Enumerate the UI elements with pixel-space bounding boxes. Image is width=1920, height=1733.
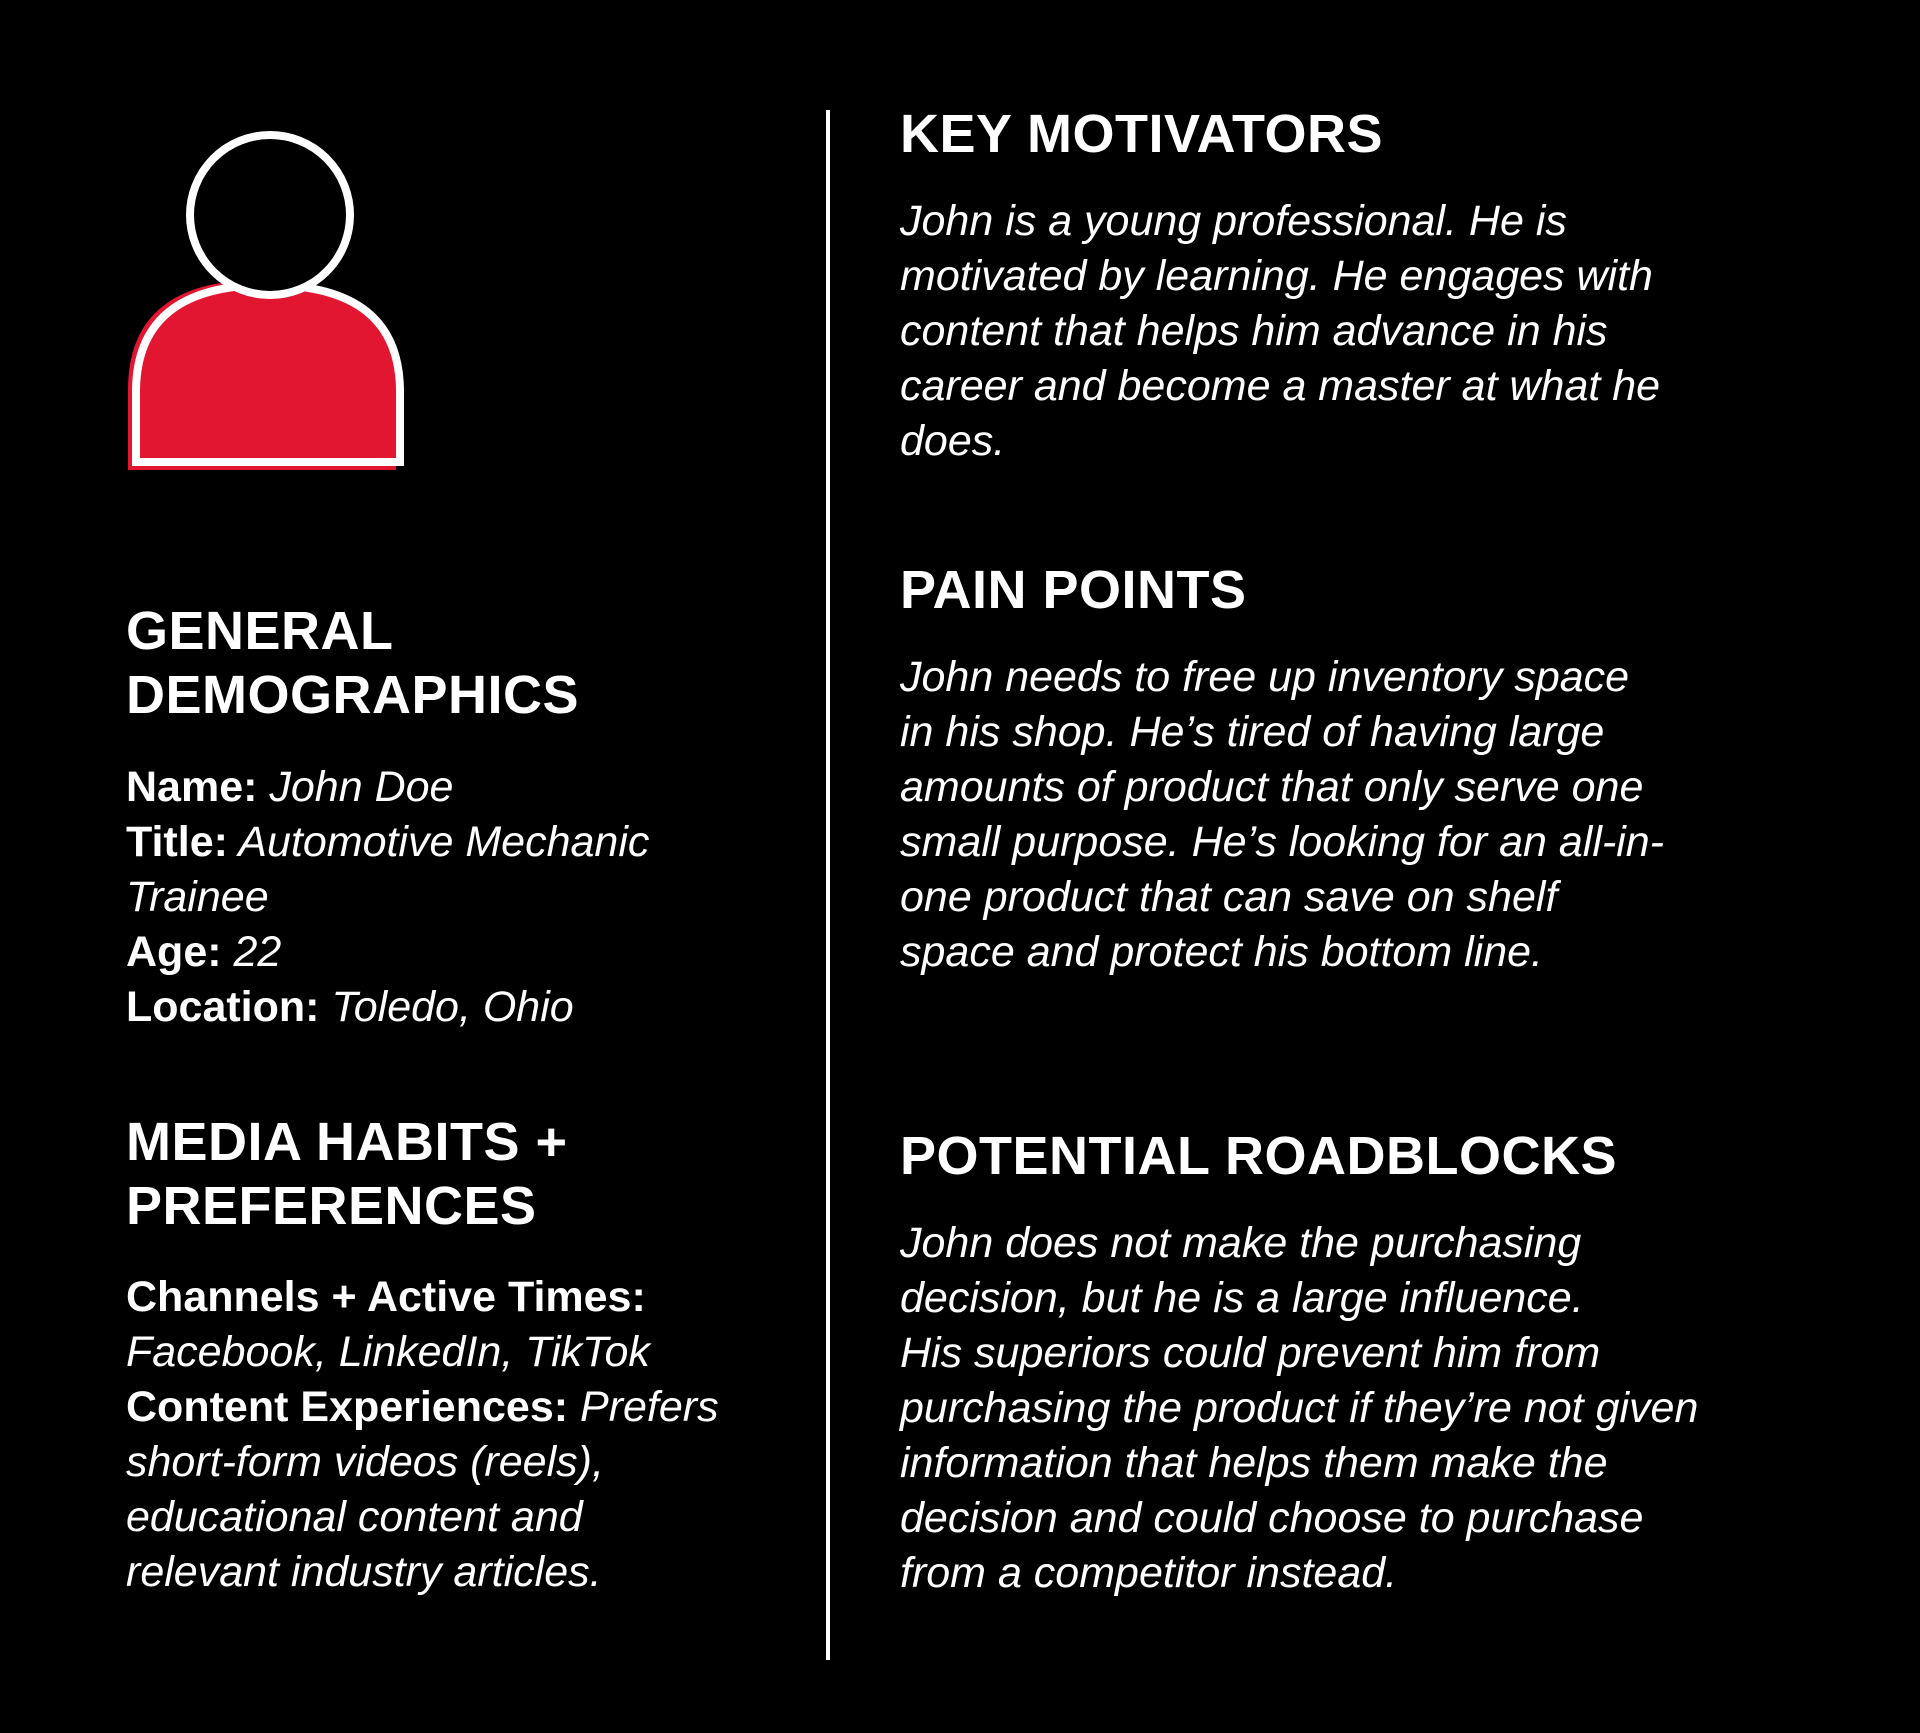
age-label: Age:: [126, 928, 222, 976]
media-heading-line-2: PREFERENCES: [126, 1176, 537, 1236]
title-label: Title:: [126, 818, 228, 866]
demographics-details: [126, 760, 806, 1035]
motivators-line: content that helps him advance in his: [900, 307, 1608, 355]
channels-label: Channels + Active Times:: [126, 1273, 646, 1321]
pain-points-line: in his shop. He’s tired of having large: [900, 708, 1605, 756]
motivators-heading: KEY MOTIVATORS: [900, 104, 1384, 164]
content-value-line-4: relevant industry articles.: [126, 1548, 602, 1596]
title-value-line-1: Automotive Mechanic: [238, 818, 650, 866]
pain-points-line: small purpose. He’s looking for an all-in-: [900, 818, 1665, 866]
column-divider: [826, 110, 830, 1660]
location-row: [126, 980, 806, 1035]
person-icon: [126, 130, 410, 470]
age-row: [126, 925, 806, 980]
roadblocks-text: [900, 1216, 1840, 1601]
location-label: Location:: [126, 983, 320, 1031]
motivators-text: [900, 194, 1800, 469]
avatar-head: [190, 135, 350, 295]
name-label: Name:: [126, 763, 258, 811]
media-heading: [126, 1110, 786, 1238]
content-value-line-3: educational content and: [126, 1493, 583, 1541]
demographics-heading: [126, 599, 766, 727]
roadblocks-line: purchasing the product if they’re not given: [900, 1384, 1699, 1432]
name-value: John Doe: [269, 763, 454, 811]
roadblocks-line: from a competitor instead.: [900, 1549, 1398, 1597]
pain-points-heading: PAIN POINTS: [900, 560, 1247, 620]
media-details: [126, 1270, 806, 1600]
demographics-heading-line-1: GENERAL: [126, 601, 394, 661]
content-label: Content Experiences:: [126, 1383, 569, 1431]
roadblocks-line: decision, but he is a large influence.: [900, 1274, 1584, 1322]
roadblocks-heading: POTENTIAL ROADBLOCKS: [900, 1126, 1618, 1186]
motivators-line: does.: [900, 417, 1006, 465]
media-heading-line-1: MEDIA HABITS +: [126, 1112, 568, 1172]
title-row: [126, 815, 806, 870]
roadblocks-line: decision and could choose to purchase: [900, 1494, 1644, 1542]
content-value-line-2: short-form videos (reels),: [126, 1438, 604, 1486]
pain-points-line: space and protect his bottom line.: [900, 928, 1543, 976]
pain-points-text: [900, 650, 1800, 980]
channels-value: Facebook, LinkedIn, TikTok: [126, 1328, 650, 1376]
pain-points-line: John needs to free up inventory space: [900, 653, 1630, 701]
content-value-line-1: Prefers: [580, 1383, 719, 1431]
roadblocks-line: John does not make the purchasing: [900, 1219, 1582, 1267]
demographics-heading-line-2: DEMOGRAPHICS: [126, 665, 580, 725]
name-row: [126, 760, 806, 815]
age-value: 22: [233, 928, 282, 976]
title-value-line-2: Trainee: [126, 873, 269, 921]
pain-points-line: one product that can save on shelf: [900, 873, 1558, 921]
roadblocks-line: information that helps them make the: [900, 1439, 1608, 1487]
motivators-line: John is a young professional. He is: [900, 197, 1567, 245]
motivators-line: motivated by learning. He engages with: [900, 252, 1653, 300]
content-row: [126, 1380, 806, 1435]
roadblocks-line: His superiors could prevent him from: [900, 1329, 1601, 1377]
location-value: Toledo, Ohio: [331, 983, 574, 1031]
pain-points-line: amounts of product that only serve one: [900, 763, 1644, 811]
motivators-line: career and become a master at what he: [900, 362, 1661, 410]
